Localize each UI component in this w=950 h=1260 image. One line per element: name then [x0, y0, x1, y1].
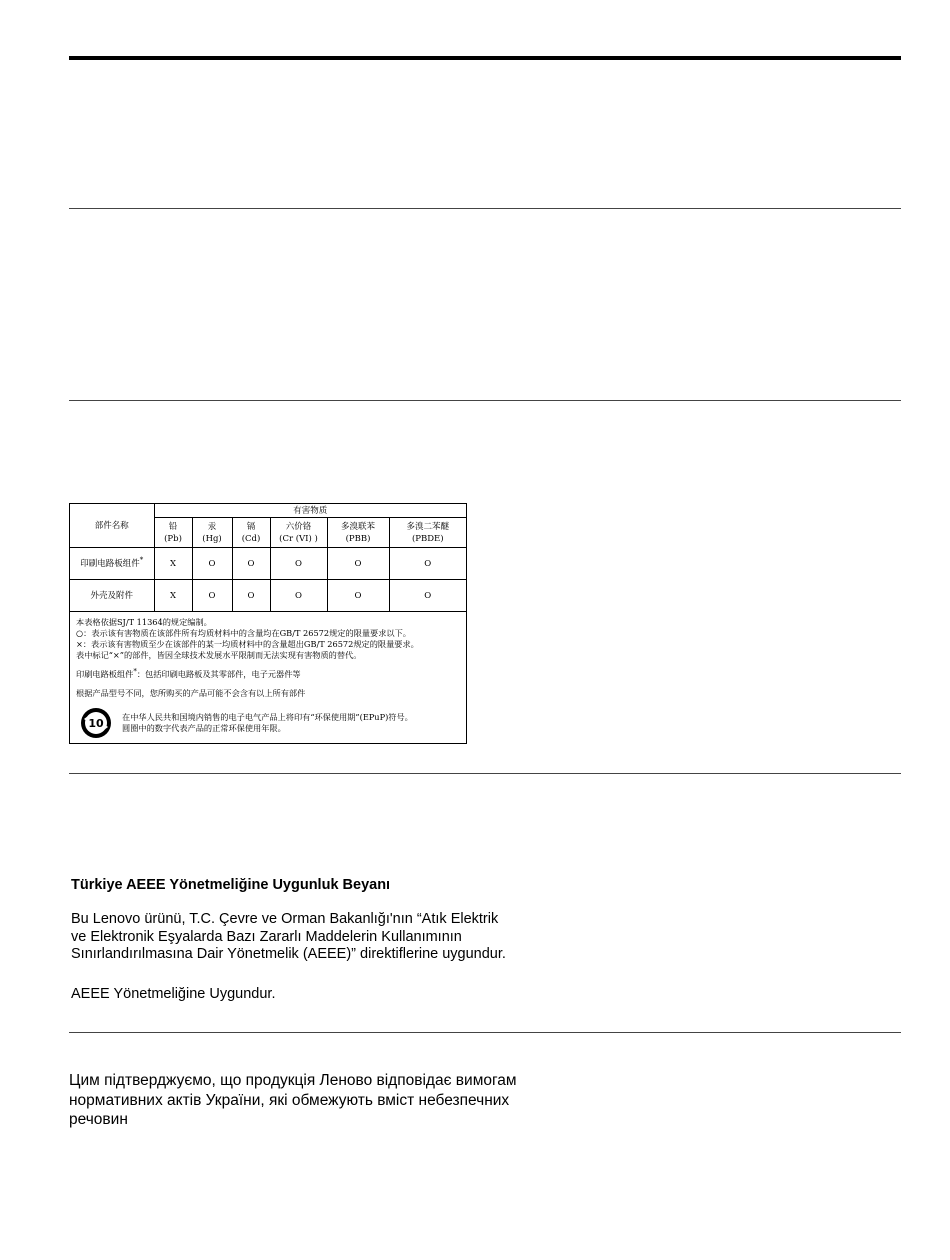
section-divider — [69, 208, 901, 209]
hazardous-substances-table — [70, 504, 466, 612]
value-cell: O — [389, 580, 466, 612]
pcb-note-label: 印刷电路板组件 — [76, 669, 134, 679]
part-cell — [70, 548, 154, 580]
model-note: 根据产品型号不同，您所购买的产品可能不会含有以上所有部件 — [76, 688, 306, 698]
pcb-note-text: ：包括印刷电路板及其零部件，电子元器件等 — [136, 669, 301, 679]
value-cell: X — [154, 548, 192, 580]
china-rohs-table — [69, 503, 467, 744]
substance-name: 多溴联苯 — [340, 521, 375, 532]
substance-name: 多溴二苯醚 — [406, 521, 450, 532]
value-cell: O — [327, 580, 389, 612]
value-cell: O — [192, 580, 232, 612]
value-cell: O — [270, 548, 327, 580]
epup-block — [76, 707, 460, 739]
substance-name: 铅 — [168, 521, 178, 532]
turkey-title: Türkiye AEEE Yönetmeliğine Uygunluk Beyanı — [71, 877, 391, 893]
note-line: 本表格依据SJ/T 11364的规定编制。 — [76, 617, 212, 627]
table-notes — [70, 612, 466, 739]
top-rule — [69, 56, 901, 60]
note-line: 表中标记“×”的部件，皆因全球技术发展水平限制而无法实现有害物质的替代。 — [76, 650, 362, 660]
statement-line: речовин — [69, 1111, 128, 1128]
section-divider — [69, 400, 901, 401]
epup-line: 在中华人民共和国境内销售的电子电气产品上将印有“环保使用期”(EPuP)符号。 — [122, 712, 413, 722]
pcb-note — [76, 669, 460, 680]
note-line: ×：表示该有害物质至少在该部件的某一均质材料中的含量超出GB/T 26572规定的限量要求。 — [76, 639, 419, 649]
footnote-mark: * — [139, 555, 144, 564]
substance-symbol: (Cd) — [241, 533, 261, 544]
statement-line: Цим підтверджуємо, що продукція Леново відповідає вимогам — [69, 1072, 517, 1089]
ukraine-statement — [69, 1071, 609, 1130]
substance-header — [232, 518, 270, 548]
table-row — [70, 580, 466, 612]
substance-symbol: (Cr (VI) ) — [279, 533, 318, 544]
turkey-statement — [71, 911, 591, 964]
note-line: ○：表示该有害物质在该部件所有均质材料中的含量均在GB/T 26572规定的限量要求以下。 — [76, 628, 411, 638]
table-row — [70, 548, 466, 580]
footnote-mark: * — [133, 667, 137, 676]
part-cell — [70, 580, 154, 612]
statement-line: Sınırlandırılmasına Dair Yönetmelik (AEEE)” direktiflerine uygundur. — [71, 946, 506, 962]
epup-number: 10 — [88, 717, 104, 730]
substance-symbol: (PBB) — [345, 533, 371, 544]
substance-name: 六价铬 — [285, 521, 312, 532]
statement-line: Bu Lenovo ürünü, T.C. Çevre ve Orman Bakanlığı'nın “Atık Elektrik — [71, 911, 499, 927]
value-cell: X — [154, 580, 192, 612]
statement-line: ve Elektronik Eşyalarda Bazı Zararlı Maddelerin Kullanımının — [71, 928, 462, 945]
epup-text — [122, 712, 413, 734]
substance-header — [154, 518, 192, 548]
value-cell: O — [192, 548, 232, 580]
value-cell: O — [389, 548, 466, 580]
substance-name: 镉 — [246, 521, 256, 532]
epup-logo-icon — [80, 707, 112, 739]
substance-symbol: (Hg) — [202, 533, 222, 544]
substance-header — [192, 518, 232, 548]
substance-header — [327, 518, 389, 548]
value-cell: O — [270, 580, 327, 612]
value-cell: O — [327, 548, 389, 580]
substance-symbol: (Pb) — [164, 533, 182, 544]
part-name: 外壳及附件 — [90, 590, 133, 601]
turkey-conformity: AEEE Yönetmeliğine Uygundur. — [71, 986, 276, 1002]
section-divider — [69, 1032, 901, 1033]
part-name-header: 部件名称 — [70, 504, 154, 548]
value-cell: O — [232, 580, 270, 612]
value-cell: O — [232, 548, 270, 580]
substance-header — [270, 518, 327, 548]
epup-line: 圆圈中的数字代表产品的正常环保使用年限。 — [122, 723, 286, 733]
section-divider — [69, 773, 901, 774]
hazard-header: 有害物质 — [154, 504, 466, 518]
statement-line: нормативних актів України, які обмежують вміст небезпечних — [69, 1091, 510, 1109]
substance-header — [389, 518, 466, 548]
part-name: 印刷电路板组件 — [80, 558, 140, 569]
substance-symbol: (PBDE) — [411, 533, 444, 544]
substance-name: 汞 — [207, 521, 217, 532]
